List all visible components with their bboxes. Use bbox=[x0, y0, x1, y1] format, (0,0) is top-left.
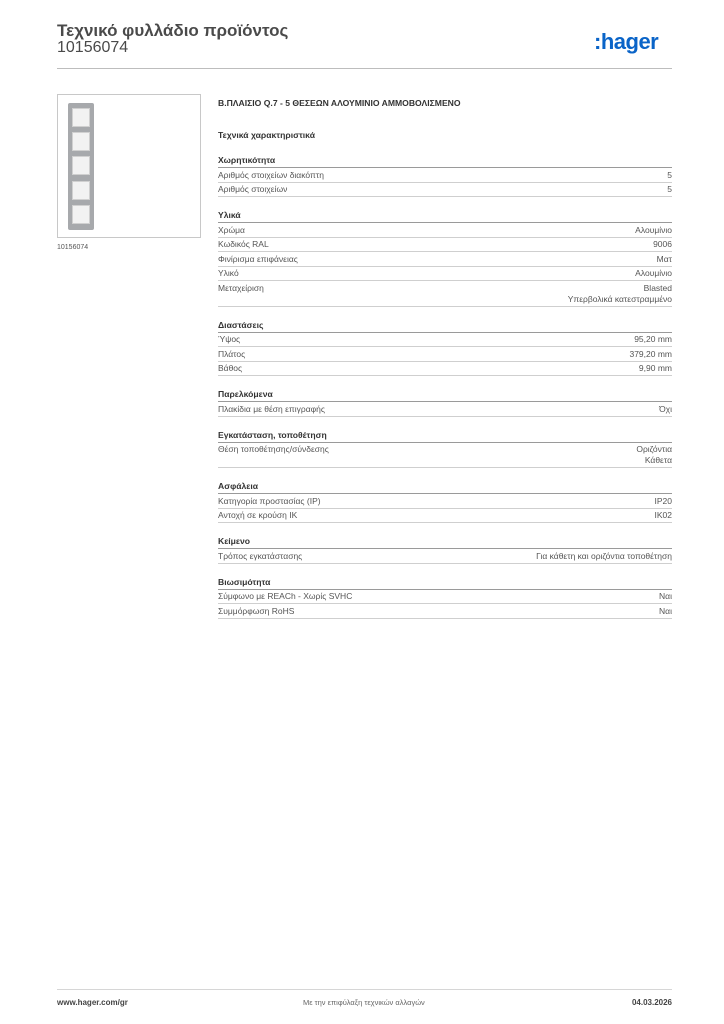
spec-label: Κωδικός RAL bbox=[218, 239, 269, 249]
product-image-caption: 10156074 bbox=[57, 244, 89, 251]
spec-row bbox=[218, 590, 672, 605]
spec-value-line: 95,20 mm bbox=[634, 334, 672, 344]
page-title: Τεχνικό φυλλάδιο προϊόντος bbox=[57, 21, 289, 40]
spec-value bbox=[635, 225, 672, 236]
spec-group-title: Υλικά bbox=[218, 209, 672, 223]
spec-value-line: Για κάθετη και οριζόντια τοποθέτηση bbox=[536, 550, 672, 561]
spec-group-title: Κείμενο bbox=[218, 535, 672, 549]
footer-date: 04.03.2026 bbox=[631, 998, 672, 1007]
spec-value bbox=[659, 404, 672, 415]
spec-row bbox=[218, 333, 672, 348]
spec-label: Τρόπος εγκατάστασης bbox=[218, 550, 303, 561]
website-link[interactable]: www.hager.com/gr bbox=[57, 998, 128, 1007]
spec-value-line: Ναι bbox=[659, 605, 672, 616]
spec-value bbox=[635, 268, 672, 279]
product-name: Β.ΠΛΑΙΣΙΟ Q.7 - 5 ΘΕΣΕΩΝ ΑΛΟΥΜΙΝΙΟ ΑΜΜΟΒΟΛΙΣΜΕΝΟ bbox=[218, 98, 461, 108]
spec-value bbox=[657, 254, 672, 265]
footer-note: Με την επιφύλαξη τεχνικών αλλαγών bbox=[303, 998, 425, 1007]
spec-label: Συμμόρφωση RoHS bbox=[218, 605, 295, 616]
spec-value-line: 5 bbox=[667, 169, 672, 180]
spec-group-title: Χωρητικότητα bbox=[218, 154, 672, 168]
spec-value-line: Blasted bbox=[643, 282, 672, 293]
spec-group-title: Βιωσιμότητα bbox=[218, 576, 672, 590]
header-divider bbox=[57, 68, 672, 69]
spec-group bbox=[218, 209, 672, 307]
spec-group bbox=[218, 388, 672, 417]
spec-row bbox=[218, 402, 672, 417]
spec-value bbox=[667, 184, 672, 195]
frame-opening bbox=[72, 132, 90, 151]
spec-label: Χρώμα bbox=[218, 224, 245, 235]
spec-group bbox=[218, 429, 672, 469]
spec-value-line: 5 bbox=[667, 184, 672, 194]
spec-value-line: Οριζόντια bbox=[636, 444, 672, 454]
specs-heading: Τεχνικά χαρακτηριστικά bbox=[218, 130, 315, 140]
spec-label: Πλακίδια με θέση επιγραφής bbox=[218, 403, 325, 414]
spec-row bbox=[218, 223, 672, 238]
spec-value bbox=[659, 591, 672, 602]
spec-label: Ύψος bbox=[218, 334, 241, 344]
spec-value-line: Ματ bbox=[656, 253, 672, 264]
spec-row bbox=[218, 604, 672, 619]
spec-value bbox=[634, 334, 672, 345]
spec-groups bbox=[218, 154, 672, 619]
spec-value-line: 379,20 mm bbox=[629, 348, 672, 359]
spec-value bbox=[636, 444, 672, 466]
spec-row bbox=[218, 281, 672, 307]
spec-row bbox=[218, 252, 672, 267]
spec-value-line: Αλουμίνιο bbox=[635, 224, 672, 235]
spec-value bbox=[667, 170, 672, 181]
frame-5-gang-illustration bbox=[68, 103, 94, 230]
footer-divider bbox=[57, 989, 672, 990]
spec-row bbox=[218, 238, 672, 253]
spec-label: Αριθμός στοιχείων bbox=[218, 184, 288, 194]
frame-opening bbox=[72, 108, 90, 127]
spec-label: Αντοχή σε κρούση IK bbox=[218, 510, 298, 520]
spec-row bbox=[218, 168, 672, 183]
spec-value bbox=[659, 606, 672, 617]
specifications-section bbox=[218, 96, 672, 619]
frame-opening bbox=[72, 156, 90, 175]
spec-value-line: IK02 bbox=[654, 510, 672, 520]
frame-opening bbox=[72, 181, 90, 200]
spec-label: Κατηγορία προστασίας (IP) bbox=[218, 495, 321, 506]
product-code-heading: 10156074 bbox=[57, 39, 129, 56]
spec-value bbox=[653, 239, 672, 250]
spec-label: Βάθος bbox=[218, 363, 243, 373]
spec-label: Σύμφωνο με REACh - Χωρίς SVHC bbox=[218, 591, 353, 601]
spec-group-title: Παρελκόμενα bbox=[218, 388, 672, 402]
hager-logo[interactable]: :hager bbox=[594, 29, 659, 54]
spec-label: Θέση τοποθέτησης/σύνδεσης bbox=[218, 444, 329, 454]
spec-value-line: Κάθετα bbox=[644, 455, 672, 465]
spec-value bbox=[629, 349, 672, 360]
spec-value-line: Αλουμίνιο bbox=[635, 268, 672, 278]
spec-group bbox=[218, 576, 672, 619]
frame-opening bbox=[72, 205, 90, 224]
spec-row bbox=[218, 183, 672, 198]
spec-value bbox=[655, 510, 673, 521]
spec-row bbox=[218, 443, 672, 469]
spec-value-line: IP20 bbox=[654, 495, 672, 506]
spec-value bbox=[655, 496, 673, 507]
spec-value-line: Υπερβολικά κατεστραμμένο bbox=[567, 293, 672, 304]
spec-value-line: Ναι bbox=[659, 591, 672, 601]
spec-group bbox=[218, 319, 672, 377]
spec-label: Φινίρισμα επιφάνειας bbox=[218, 253, 298, 264]
spec-value-line: 9006 bbox=[653, 239, 672, 249]
spec-group-title: Ασφάλεια bbox=[218, 480, 672, 494]
spec-value-line: Όχι bbox=[659, 403, 672, 414]
spec-value bbox=[536, 551, 672, 562]
spec-label: Πλάτος bbox=[218, 348, 246, 359]
spec-group bbox=[218, 480, 672, 523]
spec-group-title: Διαστάσεις bbox=[218, 319, 672, 333]
product-image bbox=[57, 94, 201, 238]
spec-group bbox=[218, 154, 672, 197]
spec-row bbox=[218, 267, 672, 282]
spec-value bbox=[639, 363, 672, 374]
spec-value-line: 9,90 mm bbox=[638, 363, 672, 373]
spec-group-title: Εγκατάσταση, τοποθέτηση bbox=[218, 429, 672, 443]
spec-label: Υλικό bbox=[218, 268, 239, 278]
spec-group bbox=[218, 535, 672, 564]
spec-label: Αριθμός στοιχείων διακόπτη bbox=[218, 169, 324, 180]
spec-row bbox=[218, 549, 672, 564]
spec-row bbox=[218, 347, 672, 362]
spec-value bbox=[568, 283, 672, 305]
spec-row bbox=[218, 362, 672, 377]
spec-label: Μεταχείριση bbox=[218, 282, 264, 293]
spec-row bbox=[218, 494, 672, 509]
spec-row bbox=[218, 509, 672, 524]
